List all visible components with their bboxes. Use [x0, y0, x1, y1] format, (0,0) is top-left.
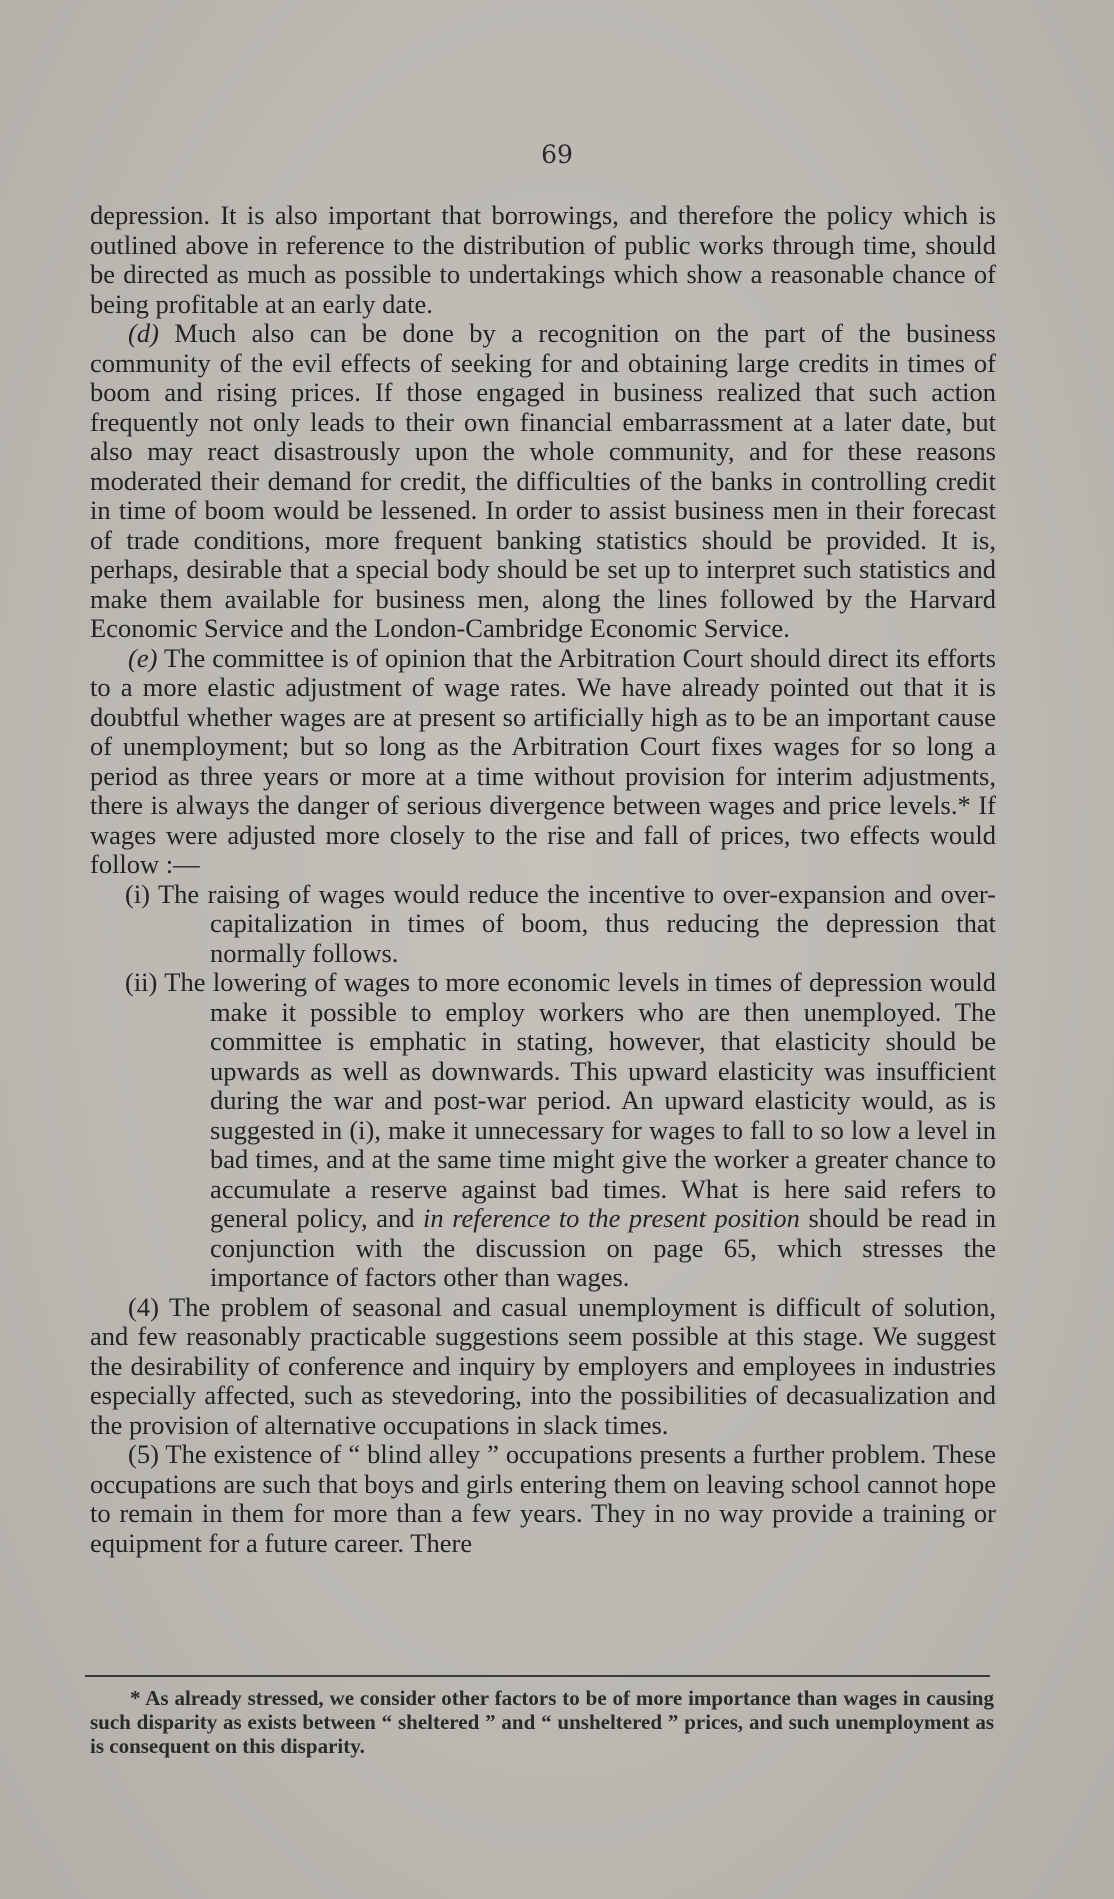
page-number: 69: [541, 140, 573, 169]
paragraph-e-marker: (e): [128, 642, 158, 673]
paragraph-e: [90, 644, 996, 880]
paragraph-d-marker: (d): [128, 318, 159, 348]
paragraph-4: (4) The problem of seasonal and casual unemployment is difficult of solution, and few reasonably practicable suggestions seem possible at this stage. We suggest the desirability of conference and inquiry by employers and employees in industries especially affected, such as stevedoring, into the possibilities of decasualization and the provision of alternative occupations in slack times.: [90, 1291, 996, 1440]
body-text: [90, 201, 996, 1558]
list-item-ii-emphasis: in reference to the present position: [423, 1203, 800, 1233]
paragraph-5: (5) The existence of “ blind alley ” occupations presents a further problem. These occupations are such that boys and girls entering them on leaving school cannot hope to remain in them for more than a few years. They in no way provide a training or equipment for a future career. There: [90, 1439, 996, 1558]
paragraph-d-text: Much also can be done by a recognition on the part of the business community of the evil effects of seeking for and obtaining large credits in times of boom and rising prices. If those engaged in business realized that such action frequently not only leads to their own financial embarrassment at a later date, but also may react disastrously upon the whole community, and for these reasons moderated their demand for credit, the difficulties of the banks in controlling credit in time of boom would be lessened. In order to assist business men in their forecast of trade conditions, more frequent banking statistics should be provided. It is, perhaps, desirable that a special body should be set up to interpret such statistics and make them available for business men, along the lines followed by the Harvard Economic Service and the London-Cambridge Economic Service.: [90, 318, 996, 643]
footnote-divider: [85, 1675, 990, 1677]
paragraph-d: [90, 319, 996, 644]
paragraph-e-text: The committee is of opinion that the Arbitration Court should direct its efforts to a more elastic adjustment of wage rates. We have already pointed out that it is doubtful whether wages are at present so artificially high as to be an important cause of unemployment; but so long as the Arbitration Court fixes wages for so long a period as three years or more at a time without provision for interim adjustments, there is always the danger of serious divergence between wages and price levels.* If wages were adjusted more closely to the rise and fall of prices, two effects would follow :—: [90, 642, 996, 879]
list-item-ii-text-a: (ii) The lowering of wages to more economic levels in times of depression would make it possible to employ workers who are then unemployed. The committee is emphatic in stating, however, that elasticity should be upwards as well as downwards. This upward elasticity was insufficient during the war and post-war period. An upward elasticity would, as is suggested in (i), make it unnecessary for wages to fall to so low a level in bad times, and at the same time might give the worker a greater chance to accumulate a reserve against bad times. What is here said refers to general policy, and: [125, 967, 996, 1233]
footnote-text: * As already stressed, we consider other factors to be of more importance than wages in causing such disparity as exists between “ sheltered ” and “ unsheltered ” prices, and such unemployment as is consequent on this disparity.: [90, 1686, 994, 1758]
list-item-ii: [90, 968, 996, 1293]
list-item-i: (i) The raising of wages would reduce the incentive to over-expansion and over-capitalization in times of boom, thus reducing the depression that normally follows.: [125, 878, 996, 968]
list-item-ii-text-b: should be read in conjunction with the discussion on page 65, which stresses the importance of factors other than wages.: [210, 1203, 996, 1292]
paragraph-continued: depression. It is also important that borrowings, and therefore the policy which is outlined above in reference to the distribution of public works through time, should be directed as much as possible to undertakings which show a reasonable chance of being profitable at an early date.: [90, 200, 996, 319]
footnote: [90, 1686, 994, 1758]
